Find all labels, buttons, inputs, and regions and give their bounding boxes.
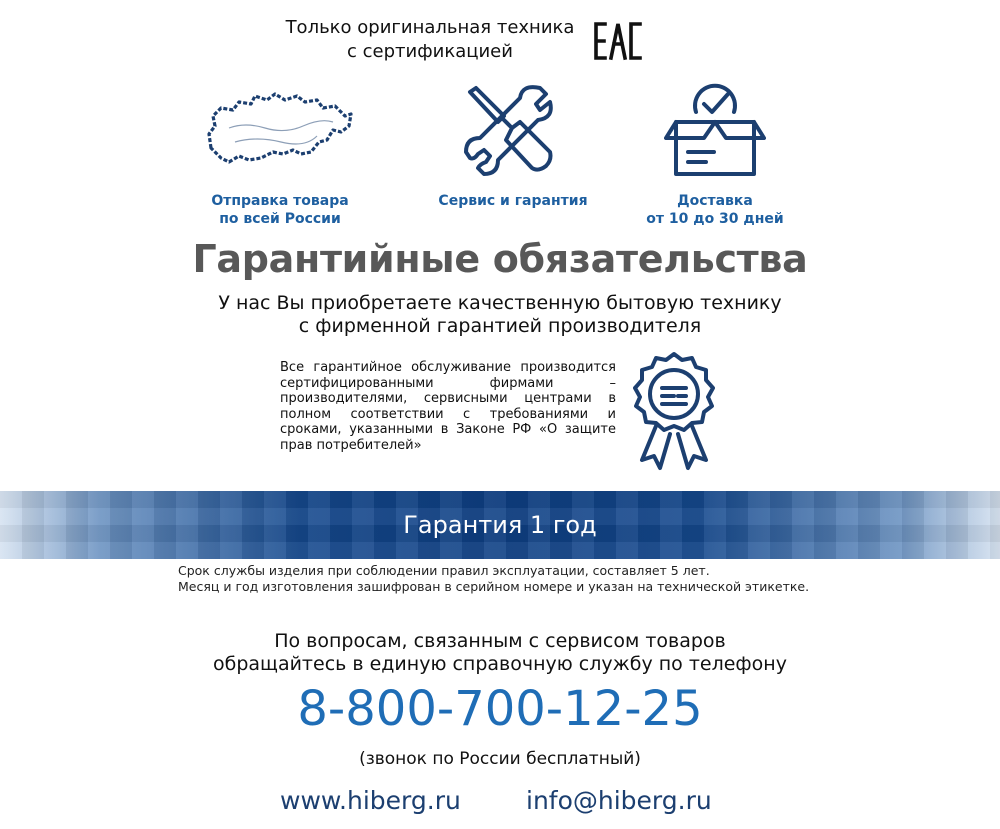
contact-text <box>0 630 1000 676</box>
feature-label-shipping <box>170 192 390 228</box>
russia-map-icon <box>205 88 355 174</box>
feature-label-delivery <box>605 192 825 228</box>
warranty-banner <box>0 491 1000 559</box>
certification-text <box>270 16 590 64</box>
feature-label-line: Сервис и гарантия <box>438 193 588 209</box>
service-note <box>178 563 878 595</box>
service-note-line-2: Месяц и год изготовления зашифрован в серийном номере и указан на технической этикетке. <box>178 579 810 594</box>
delivery-box-icon <box>664 82 766 178</box>
subtitle-line-1: У нас Вы приобретаете качественную бытовую технику <box>218 292 782 314</box>
tools-icon <box>462 84 556 178</box>
warranty-banner-text: Гарантия 1 год <box>403 511 597 539</box>
certification-line-2: с сертификацией <box>347 41 513 62</box>
feature-label-line: Отправка товара <box>211 193 349 209</box>
warranty-paragraph: Все гарантийное обслуживание производится сертифицированными фирмами – производителями, сервисными центрами в полном соответствии с требованиями и сроками, указанными в Законе РФ «О защите прав потребителей» <box>280 360 616 453</box>
feature-label-service <box>403 192 623 210</box>
feature-label-line: Доставка <box>677 193 753 209</box>
certification-line-1: Только оригинальная техника <box>285 17 575 38</box>
eac-mark-icon <box>592 20 644 62</box>
contact-line-2: обращайтесь в единую справочную службу по телефону <box>213 653 787 675</box>
service-note-line-1: Срок службы изделия при соблюдении правил эксплуатации, составляет 5 лет. <box>178 563 710 578</box>
website-link[interactable]: www.hiberg.ru <box>280 786 461 815</box>
contact-line-1: По вопросам, связанным с сервисом товаров <box>274 630 726 652</box>
subtitle <box>0 292 1000 338</box>
subtitle-line-2: с фирменной гарантией производителя <box>298 315 702 337</box>
phone-number[interactable]: 8-800-700-12-25 <box>297 681 703 737</box>
feature-label-line: от 10 до 30 дней <box>646 211 784 227</box>
email-link[interactable]: info@hiberg.ru <box>526 786 712 815</box>
page-title: Гарантийные обязательства <box>192 237 808 281</box>
feature-label-line: по всей России <box>219 211 341 227</box>
phone-note: (звонок по России бесплатный) <box>359 749 641 769</box>
warranty-medal-icon <box>626 350 722 478</box>
